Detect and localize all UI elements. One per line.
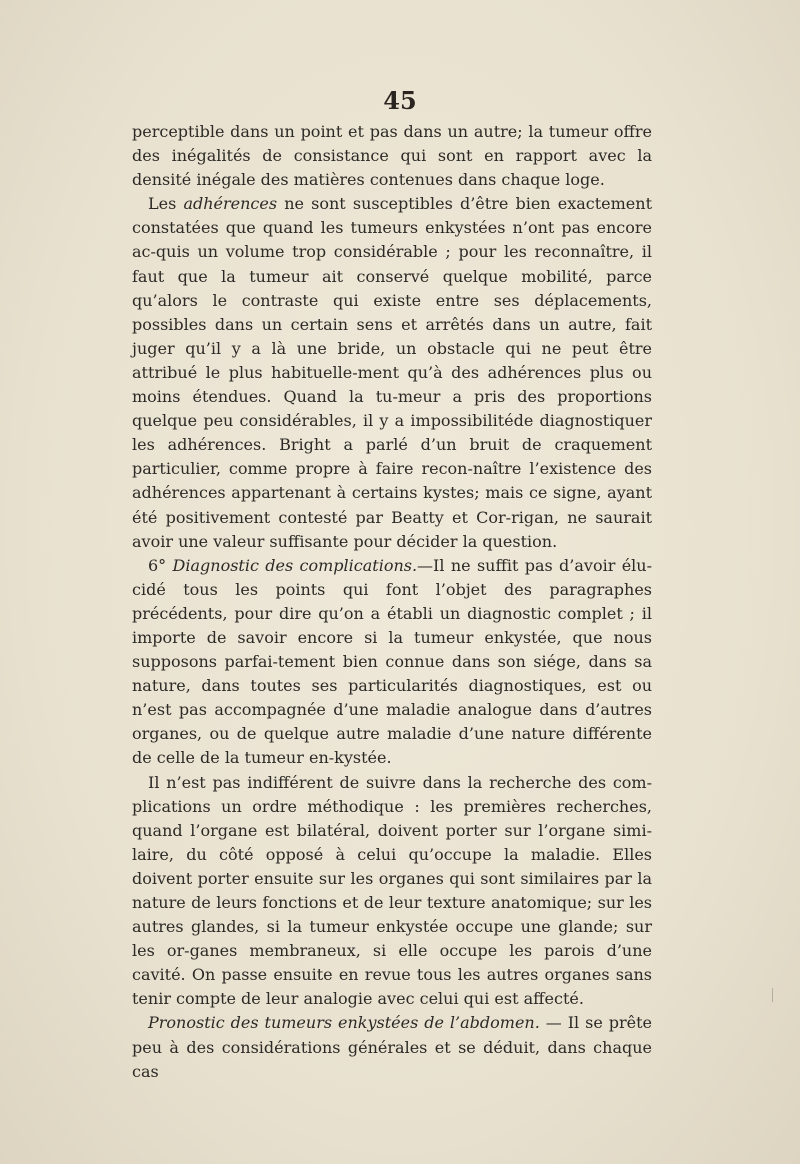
paragraph-text: ne sont susceptibles d’être bien exactement constatées que quand les tumeurs enkystées n’ont pas encore ac-quis un volume trop considérable ; pour les reconnaître, il faut que la tumeur ait conservé quelque mobilité, parce qu’alors le contraste qui existe entre ses déplacements, possibles dans un certain sens et arrêtés dans un autre, fait juger qu’il y a là une bride, un obstacle qui ne peut être attribué le plus habituelle-ment qu’à des adhérences plus ou moins étendues. Quand la tu-meur a pris des proportions quelque peu considérables, il y a impossibilitéde diagnostiquer les adhérences. Bright a parlé d’un bruit de craquement particulier, comme propre à faire recon-naître l’existence des adhérences appartenant à certains kystes; mais ce signe, ayant été positivement contesté par Beatty et Cor-rigan, ne saurait avoir une valeur suffisante pour décider la question. <box>132 194 653 551</box>
paragraph-complications <box>132 554 652 771</box>
paragraph-continuation <box>132 120 652 192</box>
paragraph-text: — Il se prête peu à des considérations générales et se déduit, dans chaque cas <box>132 1013 653 1081</box>
page-number: 45 <box>383 86 417 115</box>
paragraph-text: perceptible dans un point et pas dans un autre; la tumeur offre des inégalités de consistance qui sont en rapport avec la densité inégale des matières contenues dans chaque loge. <box>132 122 652 190</box>
paragraph-lead: Les <box>148 194 184 214</box>
paragraph-lead: 6° <box>148 555 173 575</box>
section-heading-italic: Diagnostic des complications. <box>172 555 418 575</box>
paragraph-adherences <box>132 192 652 553</box>
paragraph-lead-italic: adhérences <box>183 194 278 214</box>
paragraph-text: Il n’est pas indifférent de suivre dans la recherche des com-plications un ordre méthodique : les premières recherches, quand l’organe est bilatéral, doivent porter sur l’organe simi-laire, du côté opposé à celui qu’occupe la maladie. Elles doivent porter ensuite sur les organes qui sont similaires par la nature de leurs fonctions et de leur texture anatomique; sur les autres glandes, si la tumeur enkystée occupe une glande; sur les or-ganes membraneux, si elle occupe les parois d’une cavité. On passe ensuite en revue tous les autres organes sans tenir compte de leur analogie avec celui qui est affecté. <box>132 772 652 1009</box>
paragraph-method <box>132 771 652 1012</box>
paragraph-prognosis <box>132 1011 652 1083</box>
paragraph-text: —Il ne suffit pas d’avoir élu-cidé tous les points qui font l’objet des paragraphes précédents, pour dire qu’on a établi un diagnostic complet ; il importe de savoir encore si la tumeur enkystée, que nous supposons parfai-tement bien connue dans son siége, dans sa nature, dans toutes ses particularités diagnostiques, est ou n’est pas accompagnée d’une maladie analogue dans d’autres organes, ou de quelque autre maladie d’une nature différente de celle de la tumeur en-kystée. <box>132 555 652 768</box>
body-text <box>132 120 652 1084</box>
margin-mark <box>772 988 773 1002</box>
section-heading-italic: Pronostic des tumeurs enkystées de l’abdomen. <box>148 1013 540 1033</box>
